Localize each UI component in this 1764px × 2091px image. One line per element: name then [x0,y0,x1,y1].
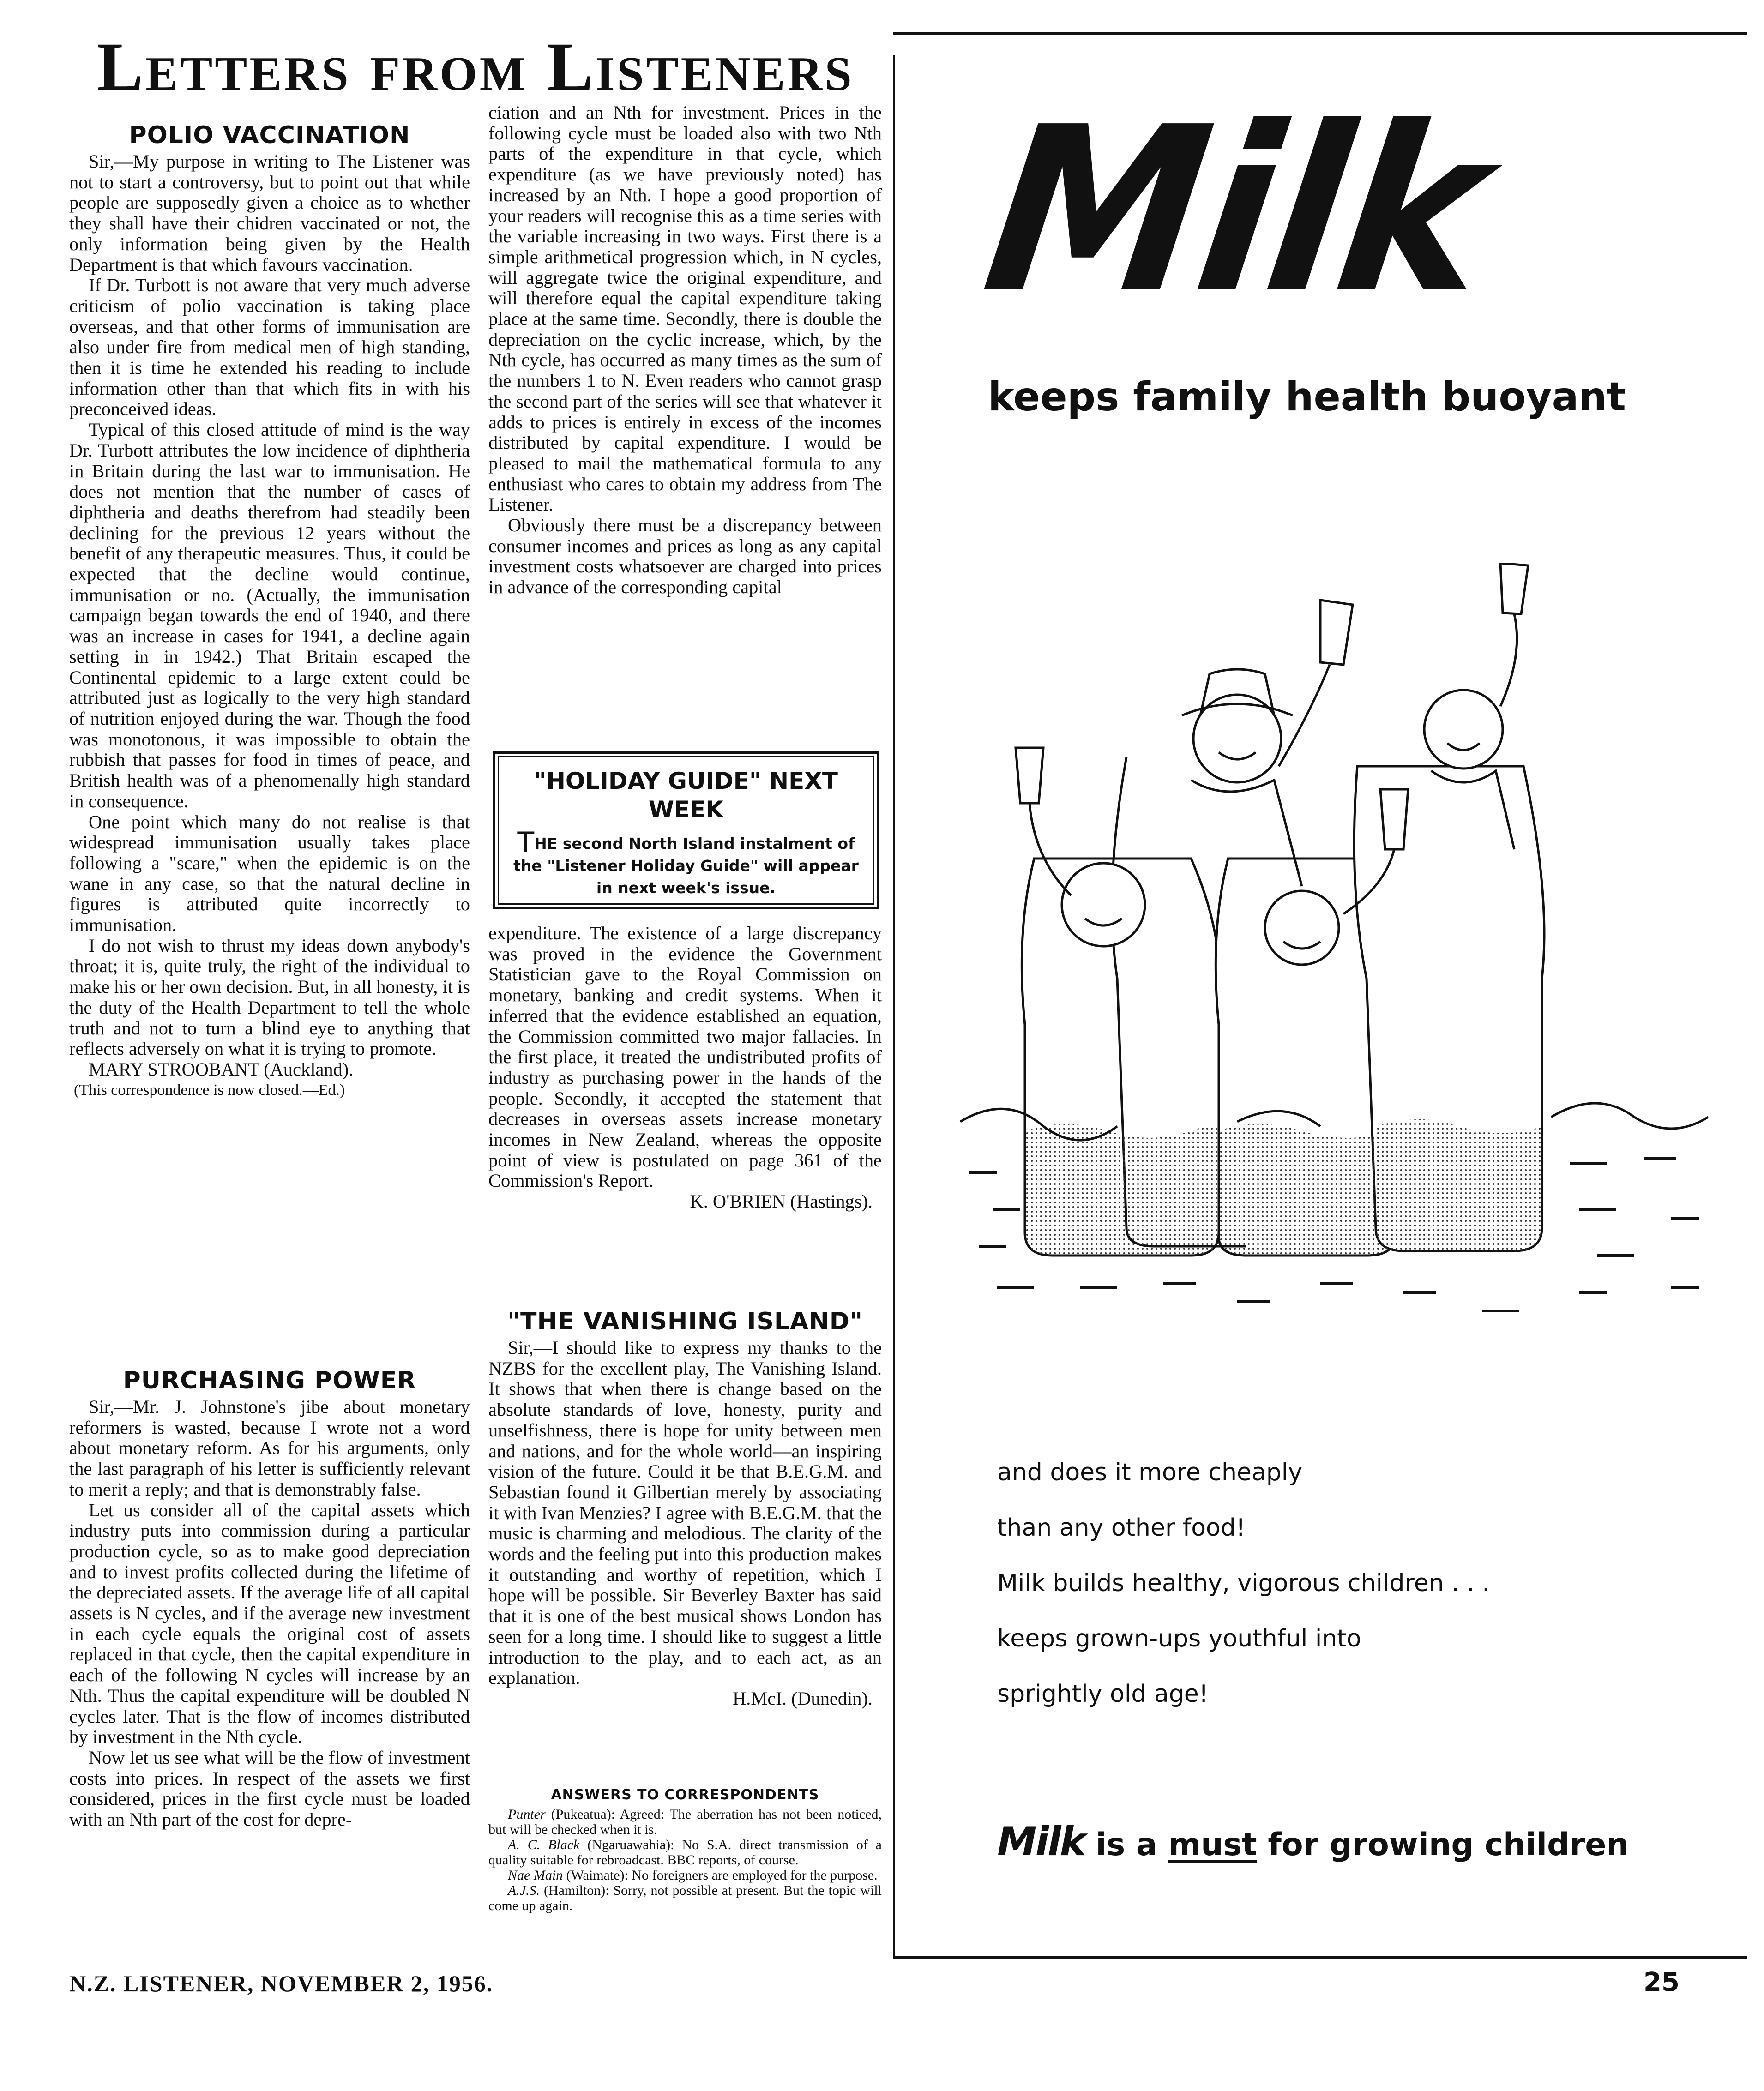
answers-section [488,1786,882,1934]
holiday-guide-notice [493,751,879,909]
ad-closing-milk: Milk [997,1819,1085,1865]
answer-item: Nae Main (Waimate): No foreigners are employed for the purpose. [508,1868,878,1883]
column-2-lower [488,1307,882,1774]
purchasing-paragraph: Let us consider all of the capital assets which industry puts into commission during a particular production cycle, so as to make good depreciation and to invest profits collected during the lifetime of the depreciated assets. If the average life of all capital assets is N cycles, and if the average new investment in each cycle equals the original cost of assets replaced in that cycle, then the capital expenditure in each of the following N cycles will increase by an Nth. Thus the capital expenditure will be doubled N cycles later. That is the flow of incomes distributed by investment in the Nth cycle. [69,1499,470,1748]
purchasing-signature: K. O'BRIEN (Hastings). [690,1191,873,1212]
editor-note: (This correspondence is now closed.—Ed.) [74,1081,345,1099]
column-2 [488,102,882,732]
column-2-middle [488,923,882,1283]
page-number: 25 [1644,1967,1680,1997]
purchasing-paragraph: Sir,—Mr. J. Johnstone's jibe about monetary reformers is wasted, because I wrote not a word about monetary reform. As for his arguments, only the last paragraph of his letter is sufficiently relevant to merit a reply; and that is demonstrably false. [69,1396,470,1500]
notice-body [510,826,862,899]
vanishing-paragraph: Sir,—I should like to express my thanks to the NZBS for the excellent play, The Vanishing Island. It shows that when there is change based on the absolute standards of love, honesty, purity and unselfishness, there is hope for unity between men and nations, and for the whole world—an inspiring vision of the future. Could it be that B.E.G.M. and Sebastian found it Gilbertian merely by associating it with Ivan Menzies? I agree with B.E.G.M. that the music is charming and melodious. The clarity of the words and the feeling put into this production makes it outstanding and worthy of repetition, which I hope will be possible. Sir Beverley Baxter has said that it is one of the best musical shows London has seen for a long time. I should like to suggest a little introduction to the play, and to each act, as an explanation. [488,1337,882,1688]
drop-cap: T [517,826,535,859]
ad-copy-line: sprightly old age! [997,1680,1209,1708]
polio-signature: MARY STROOBANT (Auckland). [89,1058,354,1080]
purchasing-continued: expenditure. The existence of a large discrepancy was proved in the evidence the Government Statistician gave to the Royal Commission on monetary, banking and credit systems. When it inferred that the evidence established an equation, the Commission committed two major fallacies. In the first place, it treated the undistributed profits of industry as purchasing power in the hands of the people. Secondly, it accepted the statement that decreases in overseas assets increase monetary incomes in New Zealand, whereas the opposite point of view is postulated on page 361 of the Commission's Report. [488,923,882,1191]
purchasing-paragraph: Now let us see what will be the flow of investment costs into prices. In respect of the assets we first considered, prices in the first cycle must be loaded with an Nth part of the cost for depre- [69,1747,470,1830]
ad-closing-is-a: is a [1084,1827,1168,1863]
ad-closing-must: must [1168,1827,1257,1863]
purchasing-continued: ciation and an Nth for investment. Prices in the following cycle must be loaded also with two Nth parts of the expenditure in that cycle, which expenditure (as we have previously noted) has increased by an Nth. I hope a good proportion of your readers will recognise this as a time series with the variable increasing in two ways. First there is a simple arithmetical progression which, in N cycles, will aggregate twice the original expenditure, and will therefore equal the capital expenditure taking place at the same time. Secondly, there is double the depreciation on the cyclic increase, which, by the Nth cycle, has occurred as many times as the sum of the numbers 1 to N. Even readers who cannot grasp the second part of the series will see that whatever it adds to prices is entirely in excess of the incomes distributed by capital expenditure. I would be pleased to mail the mathematical formula to any enthusiast who cares to obtain my address from The Listener. [488,102,882,515]
page-title: Letters from Listeners [97,29,854,105]
ad-headline: Milk [972,78,1500,343]
column-1 [69,121,470,1358]
footer-issue: N.Z. LISTENER, NOVEMBER 2, 1956. [69,1971,494,1996]
ad-tagline: keeps family health buoyant [988,374,1626,420]
vanishing-signature: H.McI. (Dunedin). [733,1688,873,1709]
ad-copy-line: keeps grown-ups youthful into [997,1625,1361,1652]
ad-bottom-rule [893,1956,1747,1959]
answer-item: A.J.S. (Hamilton): Sorry, not possible at present. But the topic will come up again. [488,1883,882,1913]
vanishing-heading: "THE VANISHING ISLAND" [507,1308,863,1335]
notice-title: "HOLIDAY GUIDE" NEXT WEEK [534,768,838,823]
ad-copy-line: than any other food! [997,1514,1246,1542]
purchasing-paragraph: Obviously there must be a discrepancy between consumer incomes and prices as long as any capital investment costs whatsoever are charged into prices in advance of the corresponding capital [488,515,882,598]
polio-heading: POLIO VACCINATION [129,121,410,149]
ad-copy [997,1445,1490,1722]
ad-copy-line: and does it more cheaply [997,1459,1303,1486]
polio-paragraph: Typical of this closed attitude of mind is the way Dr. Turbott attributes the low incidence of diphtheria in Britain during the last war to immunisation. He does not mention that the number of cases of diphtheria and deaths therefrom had steadily been declining for the previous 12 years without the benefit of any therapeutic measures. Thus, it could be expected that the decline would continue, immunisation or no. (Actually, the immunisation campaign began towards the end of 1940, and there was an increase in cases for 1941, a decline again setting in in 1942.) That Britain escaped the Continental epidemic to a large extent could be attributed just as logically to the very high standard of nutrition enjoyed during the war. Though the food was monotonous, it was impossible to obtain the rubbish that passes for food in times of peace, and British health was of a phenomenally high standard in consequence. [69,419,470,811]
column-1-lower [69,1366,470,1934]
ad-copy-line: Milk builds healthy, vigorous children . . . [997,1569,1490,1597]
family-in-milk-bottles-illustration [951,563,1736,1348]
answer-item: Punter (Pukeatua): Agreed: The aberration has not been noticed, but will be checked when it is. [488,1807,882,1837]
answers-heading: ANSWERS TO CORRESPONDENTS [551,1787,819,1803]
notice-text: HE second North Island instalment of the "Listener Holiday Guide" will appear in next week's issue. [513,835,859,897]
polio-paragraph: I do not wish to thrust my ideas down anybody's throat; it is, quite truly, the right of the individual to make his or her own decision. But, in all honesty, it is the duty of the Health Department to tell the whole truth and not to turn a blind eye to anything that reflects adversely on what it is trying to promote. [69,935,470,1059]
polio-paragraph: Sir,—My purpose in writing to The Listener was not to start a controversy, but to point out that while people are supposedly given a choice as to whether they shall have their chidren vaccinated or not, the only information being given by the Health Department is that which favours vaccination. [69,151,470,275]
polio-paragraph: One point which many do not realise is that widespread immunisation usually takes place following a "scare," when the epidemic is on the wane in any case, so that the natural decline in figures is attributed quite incorrectly to immunisation. [69,811,470,936]
column-divider [893,55,895,1957]
ad-closing-line [997,1819,1629,1865]
purchasing-heading: PURCHASING POWER [123,1367,416,1394]
ad-top-rule [893,32,1747,35]
answer-item: A. C. Black (Ngaruawahia): No S.A. direct transmission of a quality suitable for rebroadcast. BBC reports, of course. [488,1837,882,1868]
ad-closing-rest: for growing children [1257,1827,1629,1863]
polio-paragraph: If Dr. Turbott is not aware that very much adverse criticism of polio vaccination is taking place overseas, and that other forms of immunisation are also under fire from medical men of high standing, then it is time he extended his reading to include information other than that which fits in with his preconceived ideas. [69,275,470,420]
